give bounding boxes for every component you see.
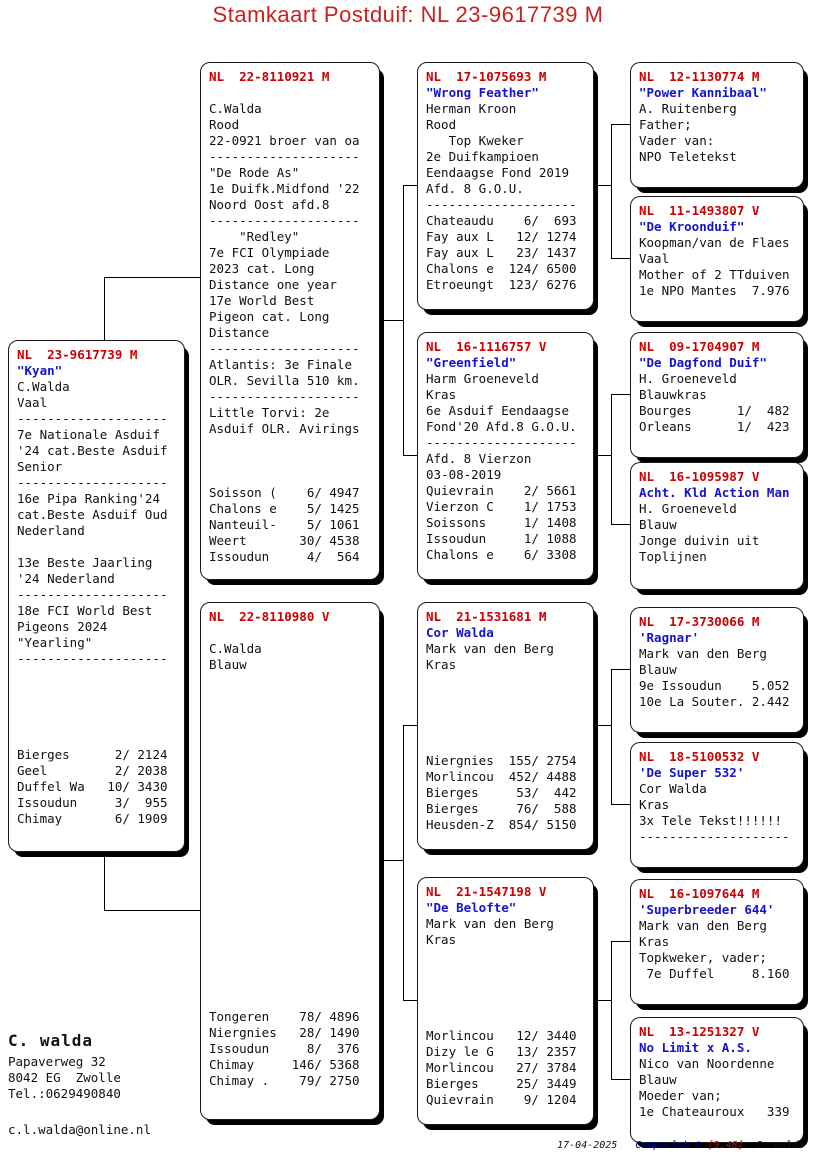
box-text-line: Distance one year: [209, 277, 337, 292]
box-text-line: Vierzon C 1/ 1753: [426, 499, 577, 514]
connector-line: [403, 1000, 417, 1001]
ring-number: NL 16-1116757 V: [426, 339, 547, 354]
box-text-line: Atlantis: 3e Finale: [209, 357, 352, 372]
pigeon-name: 'Ragnar': [639, 630, 700, 645]
box-text-line: Kras: [426, 932, 457, 947]
box-text-line: [209, 929, 371, 945]
box-text-line: --------------------: [209, 389, 360, 404]
box-text-line: --------------------: [209, 149, 360, 164]
connector-line: [611, 394, 612, 524]
box-text-line: Dizy le G 13/ 2357: [426, 1044, 577, 1059]
pigeon-name: "Greenfield": [426, 355, 517, 370]
box-text-line: Vader van:: [639, 133, 715, 148]
box-text-line: '24 cat.Beste Asduif: [17, 443, 168, 458]
box-text-line: --------------------: [17, 411, 168, 426]
box-text-line: Morlincou 452/ 4488: [426, 769, 577, 784]
ring-number: NL 18-5100532 V: [639, 749, 760, 764]
box-text-line: Noord Oost afd.8: [209, 197, 330, 212]
box-text-line: Vaal: [17, 395, 48, 410]
box-text-line: [209, 705, 371, 721]
box-text-line: [209, 689, 371, 705]
box-text-line: [426, 948, 585, 964]
box-body: [631, 608, 803, 710]
box-text-line: 18e FCI World Best: [17, 603, 153, 618]
box-body: [9, 341, 184, 827]
box-text-line: Weert 30/ 4538: [209, 533, 360, 548]
ring-number: NL 22-8110980 V: [209, 609, 330, 624]
pigeon-name: "Wrong Feather": [426, 85, 539, 100]
box-text-line: [426, 996, 585, 1012]
box-body: [631, 463, 803, 565]
box-text-line: Mark van den Berg: [426, 916, 554, 931]
pigeon-name: No Limit x A.S.: [639, 1040, 752, 1055]
connector-line: [611, 941, 612, 1079]
box-text-line: [209, 833, 371, 849]
box-text-line: Fay aux L 12/ 1274: [426, 229, 577, 244]
box-text-line: [209, 673, 371, 689]
box-text-line: [209, 453, 371, 469]
pigeon-name: "De Belofte": [426, 900, 517, 915]
box-text-line: Jonge duivin uit: [639, 533, 760, 548]
box-text-line: Fond'20 Afd.8 G.O.U.: [426, 419, 577, 434]
connector-line: [104, 277, 200, 278]
box-text-line: Harm Groeneveld: [426, 371, 539, 386]
box-text-line: Mark van den Berg: [639, 918, 767, 933]
box-text-line: [426, 980, 585, 996]
pigeon-name: "De Dagfond Duif": [639, 355, 767, 370]
ring-number: NL 16-1095987 V: [639, 469, 760, 484]
box-text-line: Little Torvi: 2e: [209, 405, 330, 420]
connector-line: [403, 725, 417, 726]
box-text-line: "De Rode As": [209, 165, 300, 180]
box-text-line: cat.Beste Asduif Oud: [17, 507, 168, 522]
box-text-line: [426, 721, 585, 737]
box-text-line: Rood: [426, 117, 457, 132]
connector-line: [611, 394, 630, 395]
box-text-line: [209, 85, 371, 101]
box-text-line: [209, 737, 371, 753]
box-text-line: 2e Duifkampioen: [426, 149, 539, 164]
box-text-line: Blauwkras: [639, 387, 707, 402]
page-title: Stamkaart Postduif: NL 23-9617739 M: [212, 2, 604, 27]
contact-city: 8042 EG Zwolle: [8, 1070, 121, 1085]
ring-number: NL 21-1531681 M: [426, 609, 547, 624]
box-text-line: --------------------: [209, 213, 360, 228]
box-text-line: A. Ruitenberg: [639, 101, 737, 116]
box-text-line: Bierges 76/ 588: [426, 801, 577, 816]
box-text-line: [17, 699, 176, 715]
contact-email: c.l.walda@online.nl: [8, 1122, 151, 1137]
connector-line: [611, 669, 630, 670]
box-text-line: Heusden-Z 854/ 5150: [426, 817, 577, 832]
box-great-grandparent-3: [630, 332, 804, 458]
box-text-line: Cor Walda: [639, 781, 707, 796]
box-text-line: Soissons 1/ 1408: [426, 515, 577, 530]
box-text-line: [209, 849, 371, 865]
box-text-line: Afd. 8 Vierzon: [426, 451, 532, 466]
pigeon-name: Cor Walda: [426, 625, 494, 640]
box-text-line: --------------------: [639, 829, 790, 844]
box-text-line: [17, 731, 176, 747]
box-text-line: Issoudun 4/ 564: [209, 549, 360, 564]
connector-line: [403, 185, 404, 455]
box-text-line: Nico van Noordenne: [639, 1056, 775, 1071]
box-text-line: Etroeungt 123/ 6276: [426, 277, 577, 292]
box-text-line: 2023 cat. Long: [209, 261, 315, 276]
box-text-line: Kras: [639, 934, 670, 949]
box-text-line: C.Walda: [17, 379, 70, 394]
box-text-line: Chimay 146/ 5368: [209, 1057, 360, 1072]
ring-number: NL 12-1130774 M: [639, 69, 760, 84]
box-text-line: Blauw: [209, 657, 247, 672]
box-text-line: Soisson ( 6/ 4947: [209, 485, 360, 500]
box-text-line: [209, 945, 371, 961]
box-text-line: Orleans 1/ 423: [639, 419, 790, 434]
box-text-line: Bierges 53/ 442: [426, 785, 577, 800]
box-great-grandparent-1: [630, 62, 804, 188]
box-body: [418, 603, 593, 833]
ring-number: NL 09-1704907 M: [639, 339, 760, 354]
box-text-line: [209, 469, 371, 485]
pigeon-name: 'Superbreeder 644': [639, 902, 775, 917]
box-body: [201, 603, 379, 1089]
box-text-line: [209, 993, 371, 1009]
ring-number: NL 21-1547198 V: [426, 884, 547, 899]
connector-line: [611, 124, 612, 258]
box-text-line: C.Walda: [209, 101, 262, 116]
ring-number: NL 17-3730066 M: [639, 614, 760, 629]
box-text-line: [426, 673, 585, 689]
box-body: [631, 743, 803, 845]
box-text-line: Issoudun 8/ 376: [209, 1041, 360, 1056]
box-text-line: [209, 881, 371, 897]
box-text-line: Moeder van;: [639, 1088, 722, 1103]
box-body: [631, 1018, 803, 1120]
connector-line: [592, 725, 611, 726]
connector-line: [378, 860, 403, 861]
box-text-line: Father;: [639, 117, 692, 132]
box-text-line: 7e Duffel 8.160: [639, 966, 790, 981]
box-text-line: [209, 865, 371, 881]
box-text-line: 1e NPO Mantes 7.976: [639, 283, 790, 298]
box-text-line: [426, 1012, 585, 1028]
footer-software: Compuclub ©: [635, 1140, 702, 1151]
box-text-line: Nanteuil- 5/ 1061: [209, 517, 360, 532]
footer: [557, 1140, 804, 1151]
box-text-line: [209, 913, 371, 929]
ring-number: NL 13-1251327 V: [639, 1024, 760, 1039]
footer-version: [9.48]: [707, 1140, 744, 1151]
connector-line: [378, 320, 403, 321]
pigeon-name: "Kyan": [17, 363, 63, 378]
breeder-name: C. walda: [8, 1031, 94, 1050]
box-text-line: [209, 769, 371, 785]
connector-line: [403, 725, 404, 1000]
box-text-line: Herman Kroon: [426, 101, 517, 116]
box-text-line: [426, 964, 585, 980]
box-text-line: [209, 721, 371, 737]
box-text-line: 7e Nationale Asduif: [17, 427, 160, 442]
box-text-line: --------------------: [17, 587, 168, 602]
box-text-line: Morlincou 12/ 3440: [426, 1028, 577, 1043]
box-text-line: Blauw: [639, 662, 677, 677]
box-text-line: Senior: [17, 459, 63, 474]
box-text-line: Blauw: [639, 517, 677, 532]
box-text-line: Top Kweker: [426, 133, 524, 148]
contact-street: Papaverweg 32: [8, 1054, 106, 1069]
box-text-line: Bierges 25/ 3449: [426, 1076, 577, 1091]
box-text-line: Eendaagse Fond 2019: [426, 165, 569, 180]
box-great-grandparent-8: [630, 1017, 804, 1143]
ring-number: NL 22-8110921 M: [209, 69, 330, 84]
box-text-line: 7e FCI Olympiade: [209, 245, 330, 260]
box-text-line: --------------------: [17, 651, 168, 666]
box-text-line: 13e Beste Jaarling: [17, 555, 153, 570]
box-text-line: Bourges 1/ 482: [639, 403, 790, 418]
box-text-line: --------------------: [426, 197, 577, 212]
box-text-line: [209, 801, 371, 817]
connector-line: [611, 941, 630, 942]
box-text-line: Chalons e 124/ 6500: [426, 261, 577, 276]
box-text-line: Kras: [426, 387, 457, 402]
box-text-line: Pigeon cat. Long: [209, 309, 330, 324]
box-text-line: Tongeren 78/ 4896: [209, 1009, 360, 1024]
ring-number: NL 16-1097644 M: [639, 886, 760, 901]
ring-number: NL 17-1075693 M: [426, 69, 547, 84]
box-text-line: Duffel Wa 10/ 3430: [17, 779, 168, 794]
connector-line: [104, 277, 105, 340]
box-text-line: '24 Nederland: [17, 571, 115, 586]
box-text-line: [209, 753, 371, 769]
box-text-line: Quievrain 9/ 1204: [426, 1092, 577, 1107]
box-text-line: 1e Duifk.Midfond '22: [209, 181, 360, 196]
box-body: [418, 63, 593, 293]
box-text-line: Chateaudu 6/ 693: [426, 213, 577, 228]
pigeon-name: 'De Super 532': [639, 765, 745, 780]
connector-line: [592, 455, 611, 456]
box-body: [631, 197, 803, 299]
connector-line: [611, 524, 630, 525]
connector-line: [611, 669, 612, 804]
connector-line: [611, 124, 630, 125]
connector-line: [611, 258, 630, 259]
ring-number: NL 11-1493807 V: [639, 203, 760, 218]
ring-number: NL 23-9617739 M: [17, 347, 138, 362]
box-text-line: Fay aux L 23/ 1437: [426, 245, 577, 260]
box-text-line: "Redley": [209, 229, 300, 244]
box-text-line: 10e La Souter. 2.442: [639, 694, 790, 709]
connector-line: [104, 852, 105, 910]
box-subject: [8, 340, 185, 852]
box-text-line: [209, 437, 371, 453]
box-text-line: Kras: [426, 657, 457, 672]
box-text-line: Chimay . 79/ 2750: [209, 1073, 360, 1088]
box-great-grandparent-2: [630, 196, 804, 322]
box-text-line: Geel 2/ 2038: [17, 763, 168, 778]
connector-line: [592, 1000, 611, 1001]
box-text-line: Niergnies 155/ 2754: [426, 753, 577, 768]
box-text-line: 1e Chateauroux 339: [639, 1104, 790, 1119]
box-text-line: Rood: [209, 117, 240, 132]
box-text-line: H. Groeneveld: [639, 371, 737, 386]
box-paternal-grandfather: [417, 62, 594, 310]
box-text-line: Chalons e 6/ 3308: [426, 547, 577, 562]
box-text-line: C.Walda: [209, 641, 262, 656]
box-text-line: [17, 539, 176, 555]
box-text-line: Issoudun 3/ 955: [17, 795, 168, 810]
box-father: [200, 62, 380, 580]
connector-line: [592, 185, 611, 186]
box-maternal-grandfather: [417, 602, 594, 850]
box-text-line: [209, 977, 371, 993]
box-text-line: [209, 785, 371, 801]
box-text-line: Vaal: [639, 251, 670, 266]
footer-author: C. walda: [755, 1140, 804, 1151]
box-text-line: H. Groeneveld: [639, 501, 737, 516]
contact-phone: Tel.:0629490840: [8, 1086, 121, 1101]
box-text-line: 9e Issoudun 5.052: [639, 678, 790, 693]
box-text-line: "Yearling": [17, 635, 93, 650]
box-text-line: Distance: [209, 325, 270, 340]
box-body: [418, 878, 593, 1108]
box-text-line: Mother of 2 TTduiven: [639, 267, 790, 282]
footer-date: 17-04-2025: [557, 1140, 618, 1151]
box-text-line: OLR. Sevilla 510 km.: [209, 373, 360, 388]
box-text-line: [426, 705, 585, 721]
box-text-line: [209, 897, 371, 913]
box-paternal-grandmother: [417, 332, 594, 580]
box-text-line: 03-08-2019: [426, 467, 502, 482]
box-great-grandparent-5: [630, 607, 804, 733]
box-body: [631, 880, 803, 982]
box-text-line: [17, 715, 176, 731]
box-great-grandparent-7: [630, 879, 804, 1005]
box-body: [631, 333, 803, 435]
pigeon-name: "Power Kannibaal": [639, 85, 767, 100]
box-text-line: 3x Tele Tekst!!!!!!: [639, 813, 782, 828]
contact-block: [8, 1028, 151, 1138]
box-text-line: --------------------: [426, 435, 577, 450]
box-text-line: [209, 961, 371, 977]
box-body: [201, 63, 379, 565]
box-text-line: Toplijnen: [639, 549, 707, 564]
box-text-line: Mark van den Berg: [426, 641, 554, 656]
box-text-line: [209, 817, 371, 833]
box-text-line: Niergnies 28/ 1490: [209, 1025, 360, 1040]
box-text-line: 6e Asduif Eendaagse: [426, 403, 569, 418]
box-text-line: Morlincou 27/ 3784: [426, 1060, 577, 1075]
box-text-line: --------------------: [209, 341, 360, 356]
box-text-line: 16e Pipa Ranking'24: [17, 491, 160, 506]
connector-line: [104, 910, 200, 911]
box-text-line: Topkweker, vader;: [639, 950, 767, 965]
box-great-grandparent-6: [630, 742, 804, 868]
box-text-line: Bierges 2/ 2124: [17, 747, 168, 762]
connector-line: [403, 185, 417, 186]
box-text-line: 17e World Best: [209, 293, 315, 308]
pigeon-name: "De Kroonduif": [639, 219, 745, 234]
box-text-line: Blauw: [639, 1072, 677, 1087]
box-text-line: Koopman/van de Flaes: [639, 235, 790, 250]
box-body: [418, 333, 593, 563]
box-text-line: Issoudun 1/ 1088: [426, 531, 577, 546]
box-text-line: NPO Teletekst: [639, 149, 737, 164]
box-text-line: [17, 683, 176, 699]
box-text-line: [209, 625, 371, 641]
box-text-line: [426, 737, 585, 753]
box-text-line: Mark van den Berg: [639, 646, 767, 661]
box-text-line: Asduif OLR. Avirings: [209, 421, 360, 436]
box-text-line: Chalons e 5/ 1425: [209, 501, 360, 516]
box-text-line: [17, 667, 176, 683]
box-text-line: --------------------: [17, 475, 168, 490]
box-text-line: Kras: [639, 797, 670, 812]
box-mother: [200, 602, 380, 1120]
box-text-line: [426, 689, 585, 705]
connector-line: [611, 1079, 630, 1080]
connector-line: [403, 455, 417, 456]
box-great-grandparent-4: [630, 462, 804, 590]
box-text-line: Nederland: [17, 523, 85, 538]
box-text-line: Pigeons 2024: [17, 619, 108, 634]
connector-line: [611, 804, 630, 805]
box-text-line: 22-0921 broer van oa: [209, 133, 360, 148]
box-text-line: Quievrain 2/ 5661: [426, 483, 577, 498]
box-maternal-grandmother: [417, 877, 594, 1125]
box-text-line: Chimay 6/ 1909: [17, 811, 168, 826]
box-body: [631, 63, 803, 165]
pigeon-name: Acht. Kld Action Man: [639, 485, 790, 500]
box-text-line: Afd. 8 G.O.U.: [426, 181, 524, 196]
